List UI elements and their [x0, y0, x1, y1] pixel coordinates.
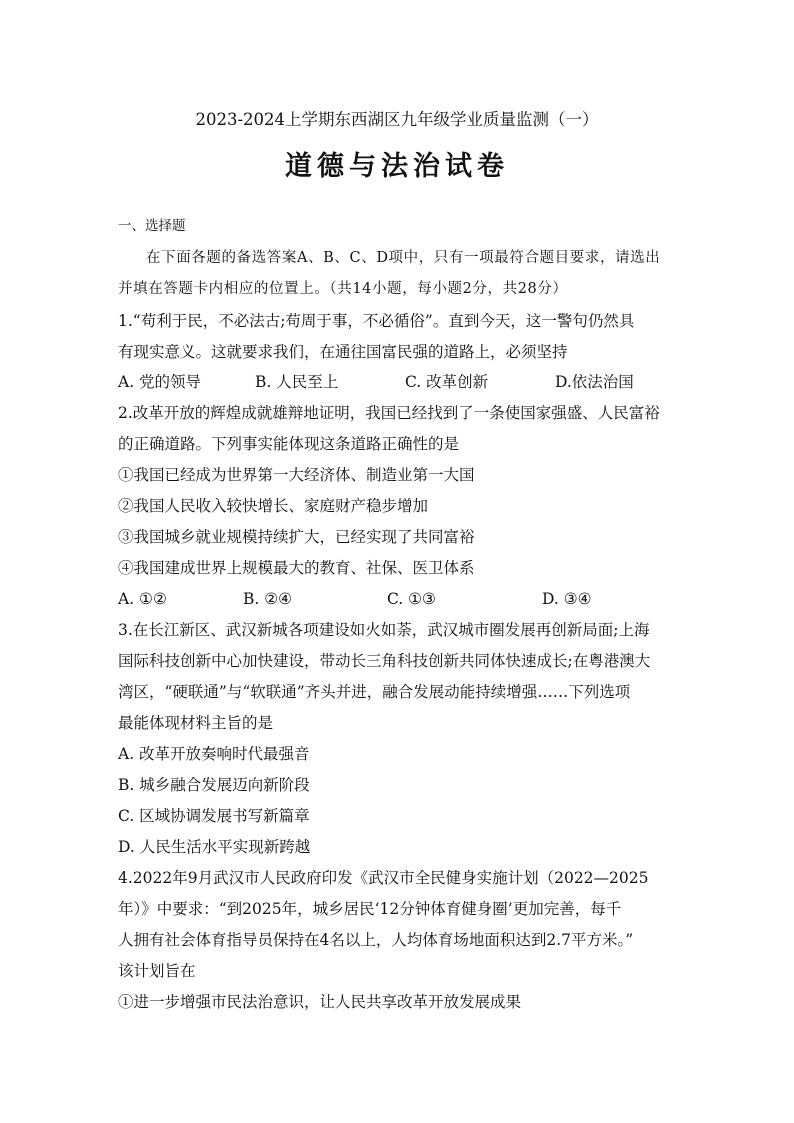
- question-3-line-4: 最能体现材料主旨的是: [118, 714, 274, 732]
- exam-header-title: 2023-2024上学期东西湖区九年级学业质量监测（一）: [195, 110, 599, 129]
- question-3-line-3: 湾区，“硬联通”与“软联通”齐头并进，融合发展动能持续增强……下列选项: [118, 683, 631, 701]
- question-2-option-d: D. ③④: [542, 590, 592, 608]
- section-instruction-line-1: 在下面各题的备选答案A、B、C、D项中，只有一项最符合题目要求，请选出: [146, 250, 661, 266]
- section-label: 一、选择题: [118, 218, 186, 234]
- question-2-item-1: ①我国已经成为世界第一大经济体、制造业第一大国: [118, 466, 475, 484]
- question-2-item-4: ④我国建成世界上规模最大的教育、社保、医卫体系: [118, 559, 475, 577]
- exam-subject-title: 道德与法治试卷: [285, 151, 509, 182]
- question-4-line-3: 人拥有社会体育指导员保持在4名以上，人均体育场地面积达到2.7平方米。”: [118, 931, 634, 949]
- question-1-option-a: A. 党的领导: [118, 373, 202, 391]
- question-2-option-c: C. ①③: [387, 590, 436, 608]
- question-1-option-d: D.依法治国: [555, 373, 634, 391]
- question-4-item-1: ①进一步增强市民法治意识，让人民共享改革开放发展成果: [118, 993, 522, 1011]
- question-1-option-b: B. 人民至上: [255, 373, 339, 391]
- question-2-item-2: ②我国人民收入较快增长、家庭财产稳步增加: [118, 497, 429, 515]
- question-2-line-1: 2.改革开放的辉煌成就雄辩地证明，我国已经找到了一条使国家强盛、人民富裕: [118, 404, 660, 422]
- question-3-line-1: 3.在长江新区、武汉新城各项建设如火如荼，武汉城市圈发展再创新局面;上海: [118, 621, 650, 639]
- question-3-option-b: B. 城乡融合发展迈向新阶段: [118, 776, 310, 794]
- question-3-option-d: D. 人民生活水平实现新跨越: [118, 838, 311, 856]
- question-3-line-2: 国际科技创新中心加快建设，带动长三角科技创新共同体快速成长;在粤港澳大: [118, 652, 651, 670]
- question-4-line-4: 该计划旨在: [118, 962, 196, 980]
- question-3-option-c: C. 区域协调发展书写新篇章: [118, 807, 310, 825]
- question-2-item-3: ③我国城乡就业规模持续扩大，已经实现了共同富裕: [118, 528, 475, 546]
- question-1-option-c: C. 改革创新: [405, 373, 489, 391]
- question-1-line-2: 有现实意义。这就要求我们，在通往国富民强的道路上，必须坚持: [118, 343, 568, 361]
- question-1-line-1: 1.“苟利于民，不必法古;苟周于事，不必循俗”。直到今天，这一警句仍然具: [118, 312, 635, 330]
- question-2-line-2: 的正确道路。下列事实能体现这条道路正确性的是: [118, 435, 460, 453]
- question-4-line-2: 年）》中要求：“到2025年，城乡居民‘12分钟体育健身圈’更加完善，每千: [118, 900, 622, 918]
- question-3-option-a: A. 改革开放奏响时代最强音: [118, 745, 310, 763]
- question-2-option-a: A. ①②: [118, 590, 167, 608]
- question-4-line-1: 4.2022年9月武汉市人民政府印发《武汉市全民健身实施计划（2022—2025: [118, 869, 649, 887]
- section-instruction-line-2: 并填在答题卡内相应的位置上。（共14小题，每小题2分，共28分）: [118, 281, 568, 297]
- question-2-option-b: B. ②④: [243, 590, 293, 608]
